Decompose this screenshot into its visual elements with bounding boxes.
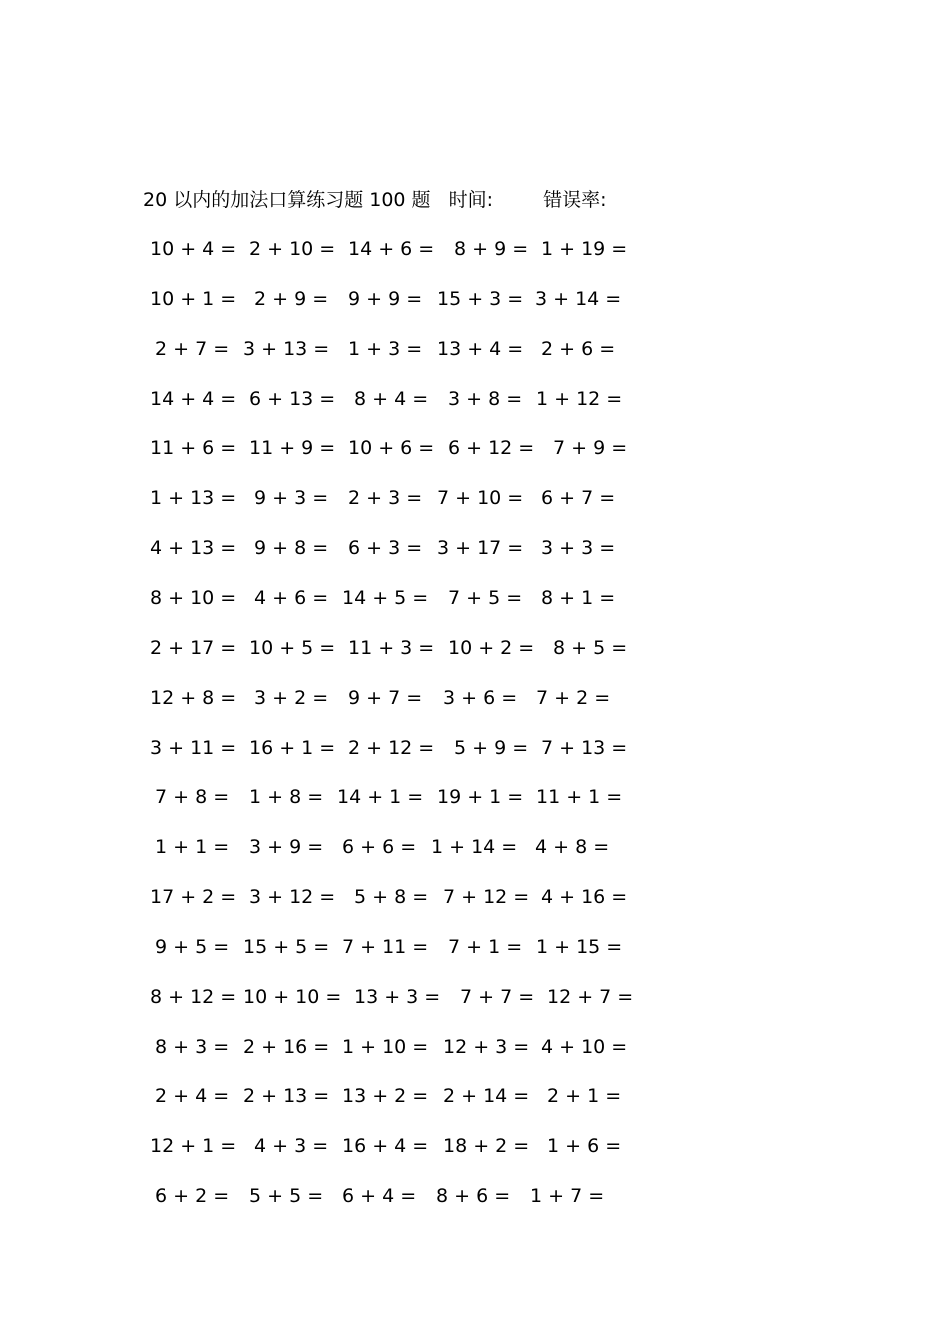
problem-item: 2 + 10 =: [249, 238, 336, 260]
problem-item: 11 + 6 =: [150, 437, 237, 460]
problem-item: 12 + 8 =: [150, 686, 237, 709]
problem-item: 15 + 3 =: [437, 287, 524, 310]
time-label: 时间:: [448, 189, 494, 211]
problem-item: 2 + 17 =: [150, 636, 237, 659]
problem-item: 2 + 12 =: [348, 736, 435, 759]
problem-item: 3 + 6 =: [443, 686, 518, 709]
problem-item: 7 + 8 =: [155, 786, 230, 809]
problem-item: 6 + 7 =: [541, 487, 616, 510]
problem-item: 14 + 4 =: [150, 387, 237, 410]
problem-item: 3 + 17 =: [437, 537, 524, 560]
problem-item: 10 + 6 =: [348, 437, 435, 460]
problem-item: 8 + 3 =: [155, 1035, 230, 1058]
problem-item: 7 + 2 =: [536, 686, 611, 709]
problem-item: 1 + 15 =: [536, 935, 623, 958]
problem-item: 1 + 6 =: [547, 1135, 622, 1158]
problem-item: 3 + 2 =: [254, 686, 329, 709]
problem-item: 10 + 10 =: [243, 985, 342, 1008]
problem-item: 6 + 3 =: [348, 537, 423, 560]
problem-item: 6 + 4 =: [342, 1185, 417, 1208]
problem-item: 11 + 1 =: [536, 786, 623, 809]
problem-item: 8 + 6 =: [436, 1185, 511, 1208]
problem-item: 15 + 5 =: [243, 935, 330, 958]
problem-item: 1 + 1 =: [155, 836, 230, 859]
problem-item: 14 + 1 =: [337, 786, 424, 809]
problem-item: 8 + 12 =: [150, 985, 237, 1008]
problem-item: 13 + 3 =: [354, 985, 441, 1008]
problem-item: 10 + 4 =: [150, 238, 237, 260]
problem-item: 5 + 5 =: [249, 1185, 324, 1208]
page-title: 20 以内的加法口算练习题 100 题: [143, 189, 431, 211]
problem-item: 17 + 2 =: [150, 886, 237, 909]
problem-item: 3 + 3 =: [541, 537, 616, 560]
problem-item: 6 + 6 =: [342, 836, 417, 859]
problem-item: 12 + 3 =: [443, 1035, 530, 1058]
problem-item: 9 + 3 =: [254, 487, 329, 510]
problem-item: 1 + 3 =: [348, 337, 423, 360]
problem-item: 8 + 5 =: [553, 636, 628, 659]
problem-item: 8 + 4 =: [354, 387, 429, 410]
problem-item: 11 + 3 =: [348, 636, 435, 659]
problem-item: 16 + 4 =: [342, 1135, 429, 1158]
problem-item: 6 + 12 =: [448, 437, 535, 460]
problem-item: 1 + 19 =: [541, 238, 628, 260]
problem-item: 2 + 9 =: [254, 287, 329, 310]
problem-item: 16 + 1 =: [249, 736, 336, 759]
problem-item: 7 + 9 =: [553, 437, 628, 460]
problem-item: 2 + 3 =: [348, 487, 423, 510]
problem-item: 3 + 14 =: [535, 287, 622, 310]
problem-item: 2 + 7 =: [155, 337, 230, 360]
problem-item: 1 + 10 =: [342, 1035, 429, 1058]
problem-item: 10 + 1 =: [150, 287, 237, 310]
problem-item: 2 + 1 =: [547, 1085, 622, 1108]
problem-item: 5 + 8 =: [354, 886, 429, 909]
problem-item: 3 + 9 =: [249, 836, 324, 859]
problem-item: 11 + 9 =: [249, 437, 336, 460]
problem-item: 1 + 13 =: [150, 487, 237, 510]
problem-item: 3 + 12 =: [249, 886, 336, 909]
problem-item: 7 + 11 =: [342, 935, 429, 958]
problem-item: 1 + 8 =: [249, 786, 324, 809]
problem-item: 6 + 2 =: [155, 1185, 230, 1208]
problem-item: 2 + 13 =: [243, 1085, 330, 1108]
problem-item: 1 + 14 =: [431, 836, 518, 859]
problem-item: 9 + 5 =: [155, 935, 230, 958]
problem-item: 2 + 16 =: [243, 1035, 330, 1058]
problem-item: 12 + 7 =: [547, 985, 634, 1008]
problem-item: 7 + 10 =: [437, 487, 524, 510]
problem-item: 13 + 4 =: [437, 337, 524, 360]
problem-item: 7 + 1 =: [448, 935, 523, 958]
problem-item: 3 + 8 =: [448, 387, 523, 410]
problem-item: 7 + 7 =: [460, 985, 535, 1008]
problem-item: 14 + 6 =: [348, 238, 435, 260]
error-rate-label: 错误率:: [543, 189, 607, 211]
problem-item: 3 + 13 =: [243, 337, 330, 360]
problem-item: 7 + 13 =: [541, 736, 628, 759]
problem-item: 13 + 2 =: [342, 1085, 429, 1108]
problem-item: 4 + 8 =: [535, 836, 610, 859]
problem-item: 9 + 7 =: [348, 686, 423, 709]
problem-item: 7 + 5 =: [448, 586, 523, 609]
problem-item: 8 + 10 =: [150, 586, 237, 609]
problem-item: 1 + 7 =: [530, 1185, 605, 1208]
problem-item: 10 + 5 =: [249, 636, 336, 659]
problem-item: 7 + 12 =: [443, 886, 530, 909]
problem-item: 2 + 6 =: [541, 337, 616, 360]
problem-item: 4 + 16 =: [541, 886, 628, 909]
problem-item: 12 + 1 =: [150, 1135, 237, 1158]
problem-item: 1 + 12 =: [536, 387, 623, 410]
problem-item: 8 + 9 =: [454, 238, 529, 260]
problem-item: 4 + 3 =: [254, 1135, 329, 1158]
problem-item: 3 + 11 =: [150, 736, 237, 759]
problem-item: 9 + 9 =: [348, 287, 423, 310]
problem-item: 4 + 10 =: [541, 1035, 628, 1058]
problem-item: 8 + 1 =: [541, 586, 616, 609]
problem-item: 6 + 13 =: [249, 387, 336, 410]
problem-item: 2 + 4 =: [155, 1085, 230, 1108]
problem-item: 18 + 2 =: [443, 1135, 530, 1158]
problem-item: 9 + 8 =: [254, 537, 329, 560]
problem-item: 4 + 13 =: [150, 537, 237, 560]
problem-item: 10 + 2 =: [448, 636, 535, 659]
problem-item: 14 + 5 =: [342, 586, 429, 609]
problem-item: 5 + 9 =: [454, 736, 529, 759]
problem-item: 4 + 6 =: [254, 586, 329, 609]
problem-item: 19 + 1 =: [437, 786, 524, 809]
problem-item: 2 + 14 =: [443, 1085, 530, 1108]
